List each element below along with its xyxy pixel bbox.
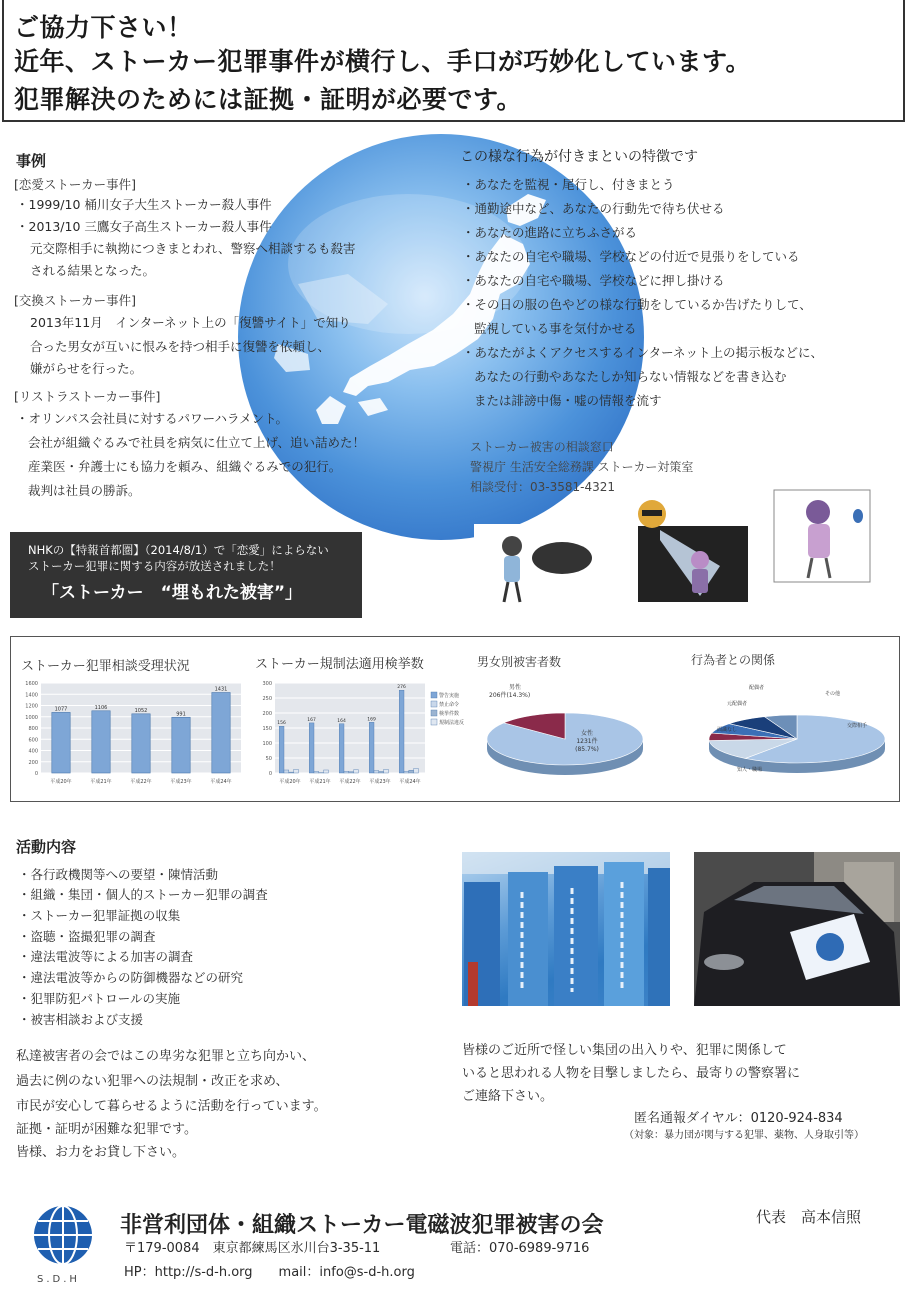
y-tick-label: 1400 — [25, 692, 38, 699]
data-label: 164 — [337, 718, 346, 724]
gender-pie-chart — [469, 667, 677, 799]
message-line: 皆様、お力をお貸し下さい。 — [16, 1145, 186, 1160]
footer-address: 〒179-0084 東京都練馬区氷川台3-35-11 — [124, 1241, 381, 1256]
case-line: ・1999/10 桶川女子大生ストーカー殺人事件 — [16, 197, 272, 212]
activity-item: ・各行政機関等への要望・陳情活動 — [18, 867, 219, 882]
bar — [284, 770, 289, 773]
header-box — [2, 0, 905, 122]
feature-line: または誹謗中傷・嘘の情報を流す — [474, 393, 662, 408]
feature-line: 監視している事を気付かせる — [474, 321, 637, 336]
x-tick-label: 平成24年 — [399, 779, 421, 785]
header-line-3: 犯罪解決のためには証拠・証明が必要です。 — [14, 85, 523, 114]
message-line: 私達被害者の会ではこの卑劣な犯罪と立ち向かい、 — [16, 1049, 316, 1064]
data-label: 1106 — [94, 704, 108, 711]
case-line: 会社が組織ぐるみで社員を病気に仕立て上げ、追い詰めた！ — [28, 435, 366, 450]
bar — [374, 771, 379, 773]
y-tick-label: 800 — [28, 726, 38, 732]
x-tick-label: 平成21年 — [90, 779, 112, 785]
nhk-program-title: 「ストーカー “埋もれた被害”」 — [42, 583, 303, 603]
case-line: される結果となった。 — [30, 263, 156, 278]
activity-item: ・盗聴・盗撮犯罪の調査 — [18, 929, 156, 944]
header-line-1: ご協力下さい！ — [14, 13, 193, 42]
slice-label: 面識なし — [717, 727, 738, 733]
report-line: 皆様のご近所で怪しい集団の出入りや、犯罪に関係して — [462, 1043, 787, 1058]
nhk-broadcast-box — [10, 532, 362, 618]
stalker-flashlight-icon — [630, 496, 754, 604]
legend-swatch — [431, 710, 437, 716]
feature-line: ・その日の服の色やどの様な行動をしているか告げたりして、 — [462, 297, 812, 312]
legend-swatch — [431, 719, 437, 725]
bar — [92, 711, 110, 773]
feature-line: ・あなたの自宅や職場、学校などに押し掛ける — [462, 273, 725, 288]
logo-text: S.D.H — [37, 1274, 80, 1285]
x-tick-label: 平成22年 — [339, 779, 361, 785]
message-line: 証拠・証明が困難な犯罪です。 — [16, 1122, 197, 1137]
car-photo — [694, 852, 900, 1006]
x-tick-label: 平成23年 — [369, 779, 391, 785]
legend-label: 規制法違反 — [439, 720, 465, 726]
chart-4-title: 行為者との関係 — [691, 653, 776, 667]
bar — [339, 724, 344, 773]
feature-line: ・あなたの自宅や職場、学校などの付近で見張りをしている — [462, 249, 800, 264]
case-line: 2013年11月 インターネット上の「復讐サイト」で知り — [30, 315, 351, 330]
feature-line: ・あなたの進路に立ちふさがる — [462, 225, 638, 240]
sdh-globe-logo-icon — [30, 1202, 96, 1268]
x-tick-label: 平成23年 — [170, 779, 192, 785]
legend-label: 警告実施 — [439, 693, 460, 699]
y-tick-label: 150 — [262, 726, 272, 732]
y-tick-label: 0 — [34, 771, 38, 777]
bar — [379, 772, 384, 774]
bar — [404, 771, 409, 773]
consult-title: ストーカー被害の相談窓口 — [470, 440, 614, 454]
slice-label: 男性 — [509, 684, 522, 691]
arrest-bar-chart — [249, 675, 469, 799]
y-tick-label: 100 — [262, 741, 272, 747]
bar — [384, 769, 389, 773]
report-dial-note: （対象：暴力団が関与する犯罪、薬物、人身取引等） — [624, 1130, 864, 1141]
bar — [172, 717, 190, 773]
y-tick-label: 250 — [262, 696, 272, 702]
bar — [349, 772, 354, 773]
case-category-restructure: [リストラストーカー事件] — [14, 389, 161, 404]
y-tick-label: 1000 — [25, 714, 38, 721]
data-label: 1077 — [54, 706, 68, 713]
footer-org-name: 非営利団体・組織ストーカー電磁波犯罪被害の会 — [120, 1213, 604, 1238]
slice-percent: (85.7%) — [575, 746, 599, 753]
nhk-line-1: NHKの【特報首都圏】（2014/8/1）で「恋愛」によらない — [28, 543, 329, 557]
x-tick-label: 平成20年 — [50, 779, 72, 785]
y-tick-label: 200 — [262, 711, 272, 717]
y-tick-label: 400 — [28, 748, 38, 755]
data-label: 156 — [277, 721, 286, 727]
bar — [399, 690, 404, 773]
data-label: 167 — [307, 717, 316, 723]
data-label: 991 — [176, 711, 186, 718]
woman-followed-icon — [770, 486, 878, 586]
features-title: この様な行為が付きまといの特徴です — [460, 149, 698, 165]
feature-line: ・あなたを監視・尾行し、付きまとう — [462, 177, 675, 192]
case-category-love: [恋愛ストーカー事件] — [14, 177, 137, 192]
slice-label: その他 — [825, 691, 841, 697]
y-tick-label: 200 — [28, 759, 38, 766]
bar — [212, 693, 230, 773]
activities-title: 活動内容 — [16, 838, 77, 856]
nhk-line-2: ストーカー犯罪に関する内容が放送されました！ — [28, 559, 281, 573]
case-line: 合った男女が互いに恨みを持つ相手に復讐を依頼し、 — [30, 339, 331, 354]
activity-item: ・組織・集団・個人的ストーカー犯罪の調査 — [18, 887, 268, 902]
case-line: 産業医・弁護士にも協力を頼み、組織ぐるみでの犯行。 — [28, 459, 342, 474]
y-tick-label: 1200 — [25, 703, 38, 710]
report-dial: 匿名通報ダイヤル：0120-924-834 — [634, 1111, 843, 1126]
y-tick-label: 600 — [28, 737, 38, 744]
legend-label: 禁止命令 — [439, 702, 460, 708]
y-tick-label: 0 — [268, 771, 272, 777]
case-line: 元交際相手に執拗につきまとわれ、警察へ相談するも殺害 — [30, 241, 356, 256]
footer-phone: 電話：070-6989-9716 — [450, 1241, 590, 1256]
x-tick-label: 平成20年 — [279, 779, 301, 785]
stalker-peeking-icon — [474, 524, 604, 608]
chart-1-title: ストーカー犯罪相談受理状況 — [21, 659, 190, 674]
bar — [409, 770, 414, 773]
cases-title: 事例 — [16, 152, 47, 170]
bar — [344, 771, 349, 773]
activity-item: ・ストーカー犯罪証拠の収集 — [18, 908, 181, 923]
bar — [324, 770, 329, 773]
activity-item: ・被害相談および支援 — [18, 1012, 144, 1027]
feature-line: ・通勤途中など、あなたの行動先で待ち伏せる — [462, 201, 725, 216]
slice-label: 交際相手 — [847, 723, 868, 729]
feature-line: あなたの行動やあなたしか知らない情報などを書き込む — [474, 369, 787, 384]
data-label: 169 — [367, 717, 376, 723]
charts-panel — [10, 636, 900, 802]
y-tick-label: 300 — [262, 681, 272, 687]
message-line: 過去に例のない犯罪への法規制・改正を求め、 — [16, 1074, 289, 1089]
bar — [279, 726, 284, 773]
slice-value: 1231件 — [576, 738, 598, 745]
consultation-bar-chart — [11, 675, 249, 799]
bar — [294, 769, 299, 773]
consult-tel: 相談受付：03-3581-4321 — [470, 480, 616, 494]
slice-value: 206件(14.3%) — [489, 692, 531, 699]
relationship-pie-chart — [677, 667, 899, 799]
bar — [414, 769, 419, 774]
x-tick-label: 平成24年 — [210, 779, 232, 785]
y-tick-label: 50 — [265, 756, 272, 762]
data-label: 1052 — [134, 707, 148, 714]
bar — [314, 772, 319, 774]
banner-photo — [462, 852, 670, 1006]
bar — [309, 723, 314, 773]
legend-swatch — [431, 692, 437, 698]
case-category-exchange: [交換ストーカー事件] — [14, 293, 137, 308]
slice-label: 知人・職場 — [737, 767, 763, 773]
activity-item: ・犯罪防犯パトロールの実施 — [18, 991, 181, 1006]
y-tick-label: 1600 — [25, 681, 38, 687]
activity-item: ・違法電波等からの防御機器などの研究 — [18, 970, 244, 985]
feature-line: ・あなたがよくアクセスするインターネット上の掲示板などに、 — [462, 345, 824, 360]
data-label: 1431 — [214, 686, 228, 693]
chart-3-title: 男女別被害者数 — [477, 655, 562, 669]
case-line: ・2013/10 三鷹女子高生ストーカー殺人事件 — [16, 219, 272, 234]
consult-org: 警視庁 生活安全総務課 ストーカー対策室 — [470, 460, 694, 474]
bar — [289, 772, 294, 773]
footer-web: HP：http://s-d-h.org mail：info@s-d-h.org — [124, 1265, 415, 1280]
slice-label: 配偶者 — [749, 685, 765, 691]
x-tick-label: 平成21年 — [309, 779, 331, 785]
bar — [369, 722, 374, 773]
slice-label: 元配偶者 — [727, 701, 748, 707]
x-tick-label: 平成22年 — [130, 779, 152, 785]
bar — [132, 714, 150, 773]
report-line: いると思われる人物を目撃しましたら、最寄りの警察署に — [462, 1066, 801, 1081]
case-line: 裁判は社員の勝訴。 — [28, 483, 141, 498]
bar — [52, 712, 70, 773]
report-line: ご連絡下さい。 — [462, 1089, 554, 1104]
footer-rep: 代表 高本信照 — [756, 1208, 862, 1226]
case-line: 嫌がらせを行った。 — [30, 361, 143, 376]
message-line: 市民が安心して暮らせるように活動を行っています。 — [16, 1099, 327, 1114]
slice-label: 女性 — [580, 730, 594, 737]
activity-item: ・違法電波等による加害の調査 — [18, 949, 194, 964]
legend-swatch — [431, 701, 437, 707]
bar — [354, 770, 359, 773]
case-line: ・オリンパス会社員に対するパワーハラメント。 — [16, 411, 289, 426]
chart-2-title: ストーカー規制法適用検挙数 — [255, 657, 424, 672]
legend-label: 検挙件数 — [439, 711, 460, 717]
data-label: 276 — [397, 685, 406, 691]
header-line-2: 近年、ストーカー犯罪事件が横行し、手口が巧妙化しています。 — [14, 47, 752, 76]
